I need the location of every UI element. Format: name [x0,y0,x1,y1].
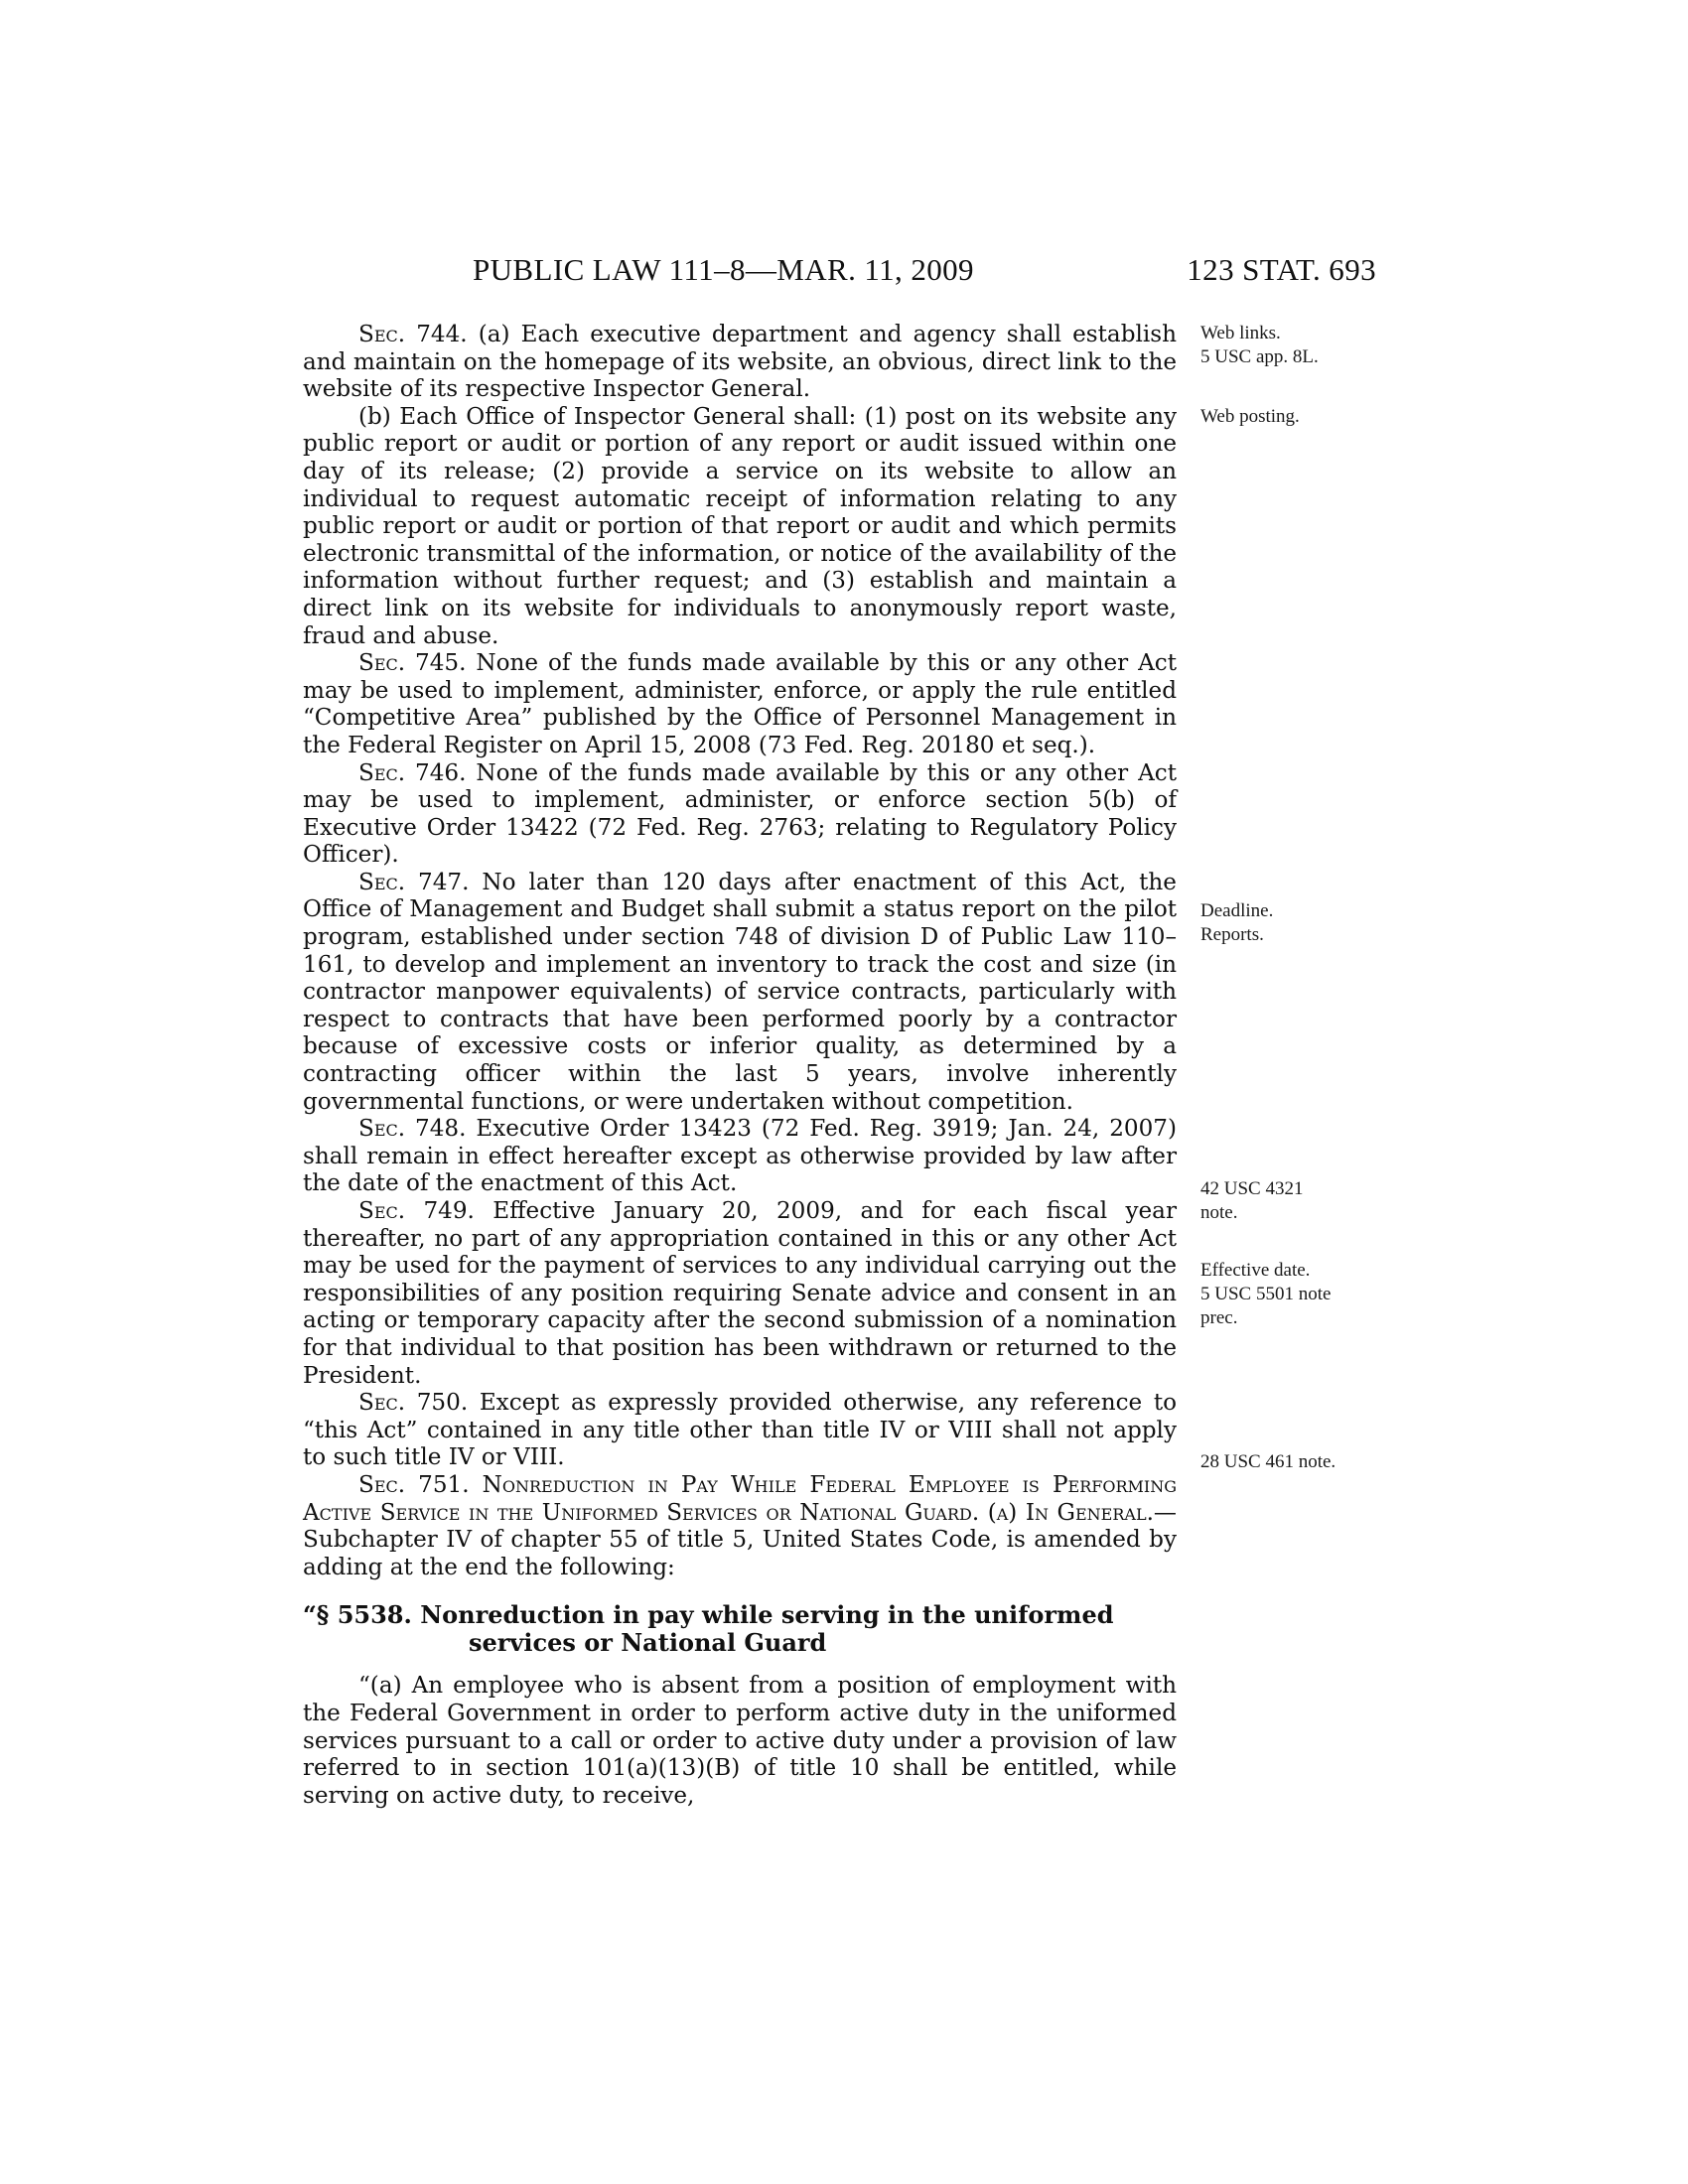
sec-text: No later than 120 days after enactment of this Act, the Office of Management and Budget shall submit a status report on the pilot program, established under section 748 of division D of Public Law 110–161, to develop and implement an inventory to track the cost and size (in contractor manpower equivalents) of service contracts, particularly with respect to contracts that have been performed poorly by a contractor because of excessive costs or inferior quality, as determined by a contracting officer within the last 5 years, involve inherently governmental functions, or were undertaken without competition. [303,869,1177,1115]
sec-number: 745. [405,650,477,677]
margin-note-web-links [1200,322,1389,369]
sec-label: Sec. [358,322,406,347]
running-head-left: PUBLIC LAW 111–8—MAR. 11, 2009 [473,252,974,287]
sec-text: —Subchapter IV of chapter 55 of title 5, United States Code, is amended by adding at the end the following: [303,1499,1177,1580]
section-750 [303,1390,1177,1472]
section-749 [303,1198,1177,1390]
sec-label: Sec. [358,1116,406,1143]
sec-label: Sec. [358,1198,406,1224]
sec-caption: Nonreduction in Pay While Federal Employee is Performing Active Service in the Uniformed Services or National Guard. [303,1471,1177,1526]
margin-note-line: 42 USC 4321 [1200,1178,1304,1199]
sec-number: 746. [405,759,477,786]
section-745 [303,650,1177,759]
margin-note-line: note. [1200,1202,1238,1223]
section-747 [303,870,1177,1116]
sec-label: Sec. [358,759,406,786]
section-751 [303,1472,1177,1581]
margin-note-web-posting [1200,405,1389,429]
sec-text: (a) Each executive department and agency shall establish and maintain on the homepage of its website, an obvious, direct link to the website of its respective Inspector General. [303,322,1177,403]
margin-note-line: Deadline. [1200,900,1274,921]
margin-note-line: 5 USC app. 8L. [1200,346,1319,367]
subsection-label: (a) In General. [987,1499,1154,1526]
sec-number: 749. [405,1198,493,1224]
sec-label: Sec. [358,1390,406,1417]
sec-number: 748. [405,1116,477,1143]
sec-text: None of the funds made available by this or any other Act may be used to implement, administer, or enforce section 5(b) of Executive Order 13422 (72 Fed. Reg. 2763; relating to Regulatory Policy Officer). [303,759,1177,869]
sec-number: 744. [405,322,479,347]
sec-text: None of the funds made available by this or any other Act may be used to implement, administer, enforce, or apply the rule entitled “Competitive Area” published by the Office of Personnel Management in the Federal Register on April 15, 2008 (73 Fed. Reg. 20180 et seq.). [303,650,1177,758]
sec-text: Effective January 20, 2009, and for each fiscal year thereafter, no part of any appropriation contained in this or any other Act may be used for the payment of services to any individual carrying out the responsibilities of any position requiring Senate advice and consent in an acting or temporary capacity after the second submission of a nomination for that individual to that position has been withdrawn or returned to the President. [303,1198,1177,1389]
sec-text: (b) Each Office of Inspector General shall: (1) post on its website any public report or audit or portion of any report or audit issued within one day of its release; (2) provide a service on its website to allow an individual to request automatic receipt of information relating to any public report or audit or portion of that report or audit and which permits electronic transmittal of the information, or notice of the availability of the information without further request; and (3) establish and maintain a direct link on its website for individuals to anonymously report waste, fraud and abuse. [303,403,1177,649]
margin-note-line: Reports. [1200,924,1264,945]
section-744b [303,404,1177,650]
heading-line-2: services or National Guard [469,1628,827,1658]
margin-note-deadline [1200,899,1389,947]
running-head [473,250,1376,290]
heading-line-1: “§ 5538. Nonreduction in pay while serving in the uniformed [303,1600,1114,1630]
margin-note-effective-date [1200,1259,1389,1330]
sec-text: Except as expressly provided otherwise, any reference to “this Act” contained in any title other than title IV or VIII shall not apply to such title IV or VIII. [303,1390,1177,1471]
body-text [303,322,1177,1810]
sec-label: Sec. [358,1471,406,1498]
section-744a [303,322,1177,404]
margin-note-line: Web links. [1200,323,1281,343]
margin-note-42-usc-4321 [1200,1177,1389,1225]
sec-label: Sec. [358,650,406,677]
margin-note-line: prec. [1200,1307,1238,1328]
margin-note-line: 5 USC 5501 note [1200,1284,1332,1304]
sec-text: Executive Order 13423 (72 Fed. Reg. 3919; Jan. 24, 2007) shall remain in effect hereafter except as otherwise provided by law after the date of the enactment of this Act. [303,1116,1177,1197]
margin-note-28-usc-461 [1200,1450,1389,1474]
section-5538-heading [303,1601,1177,1657]
sec-text: “(a) An employee who is absent from a position of employment with the Federal Government in order to perform active duty in the uniformed services pursuant to a call or order to active duty under a provision of law referred to in section 101(a)(13)(B) of title 10 shall be entitled, while serving on active duty, to receive, [303,1673,1177,1809]
margin-note-line: Web posting. [1200,406,1300,427]
section-746 [303,760,1177,870]
sec-number: 747. [405,869,483,895]
sec-number: 751. [405,1471,483,1498]
section-748 [303,1116,1177,1198]
section-5538a [303,1673,1177,1810]
sec-label: Sec. [358,869,406,895]
margin-note-line: Effective date. [1200,1260,1311,1281]
page-citation: 123 STAT. 693 [1187,252,1376,287]
sec-number: 750. [405,1390,480,1417]
margin-note-line: 28 USC 461 note. [1200,1451,1336,1472]
